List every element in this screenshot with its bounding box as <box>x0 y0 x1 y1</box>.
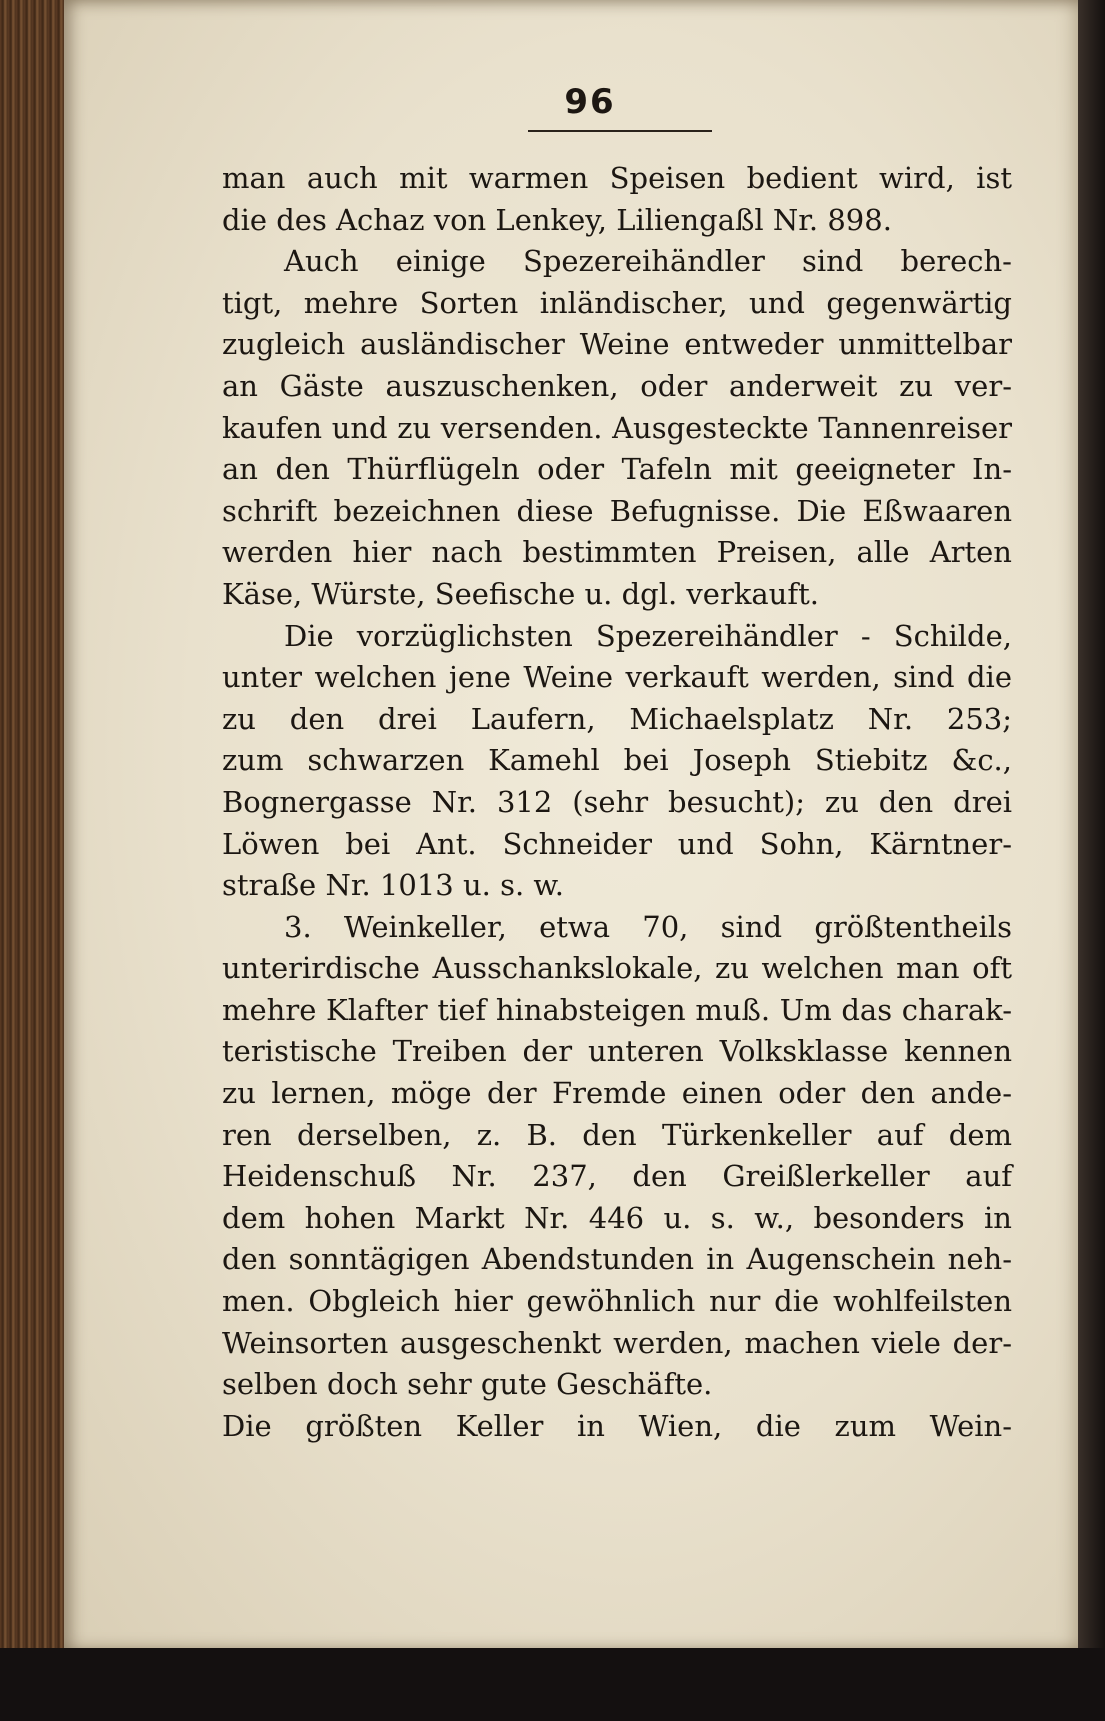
background-strip <box>0 1648 1105 1721</box>
text-line: an den Thürflügeln oder Tafeln mit geeigneter In- <box>222 452 1012 487</box>
text-line: unter welchen jene Weine verkauft werden, sind die <box>222 660 1012 695</box>
text-line: dem hohen Markt Nr. 446 u. s. w., besonders in <box>222 1200 1012 1235</box>
text-line: Bognergasse Nr. 312 (sehr besucht); zu den drei <box>222 784 1012 819</box>
book-spine-edge <box>0 0 72 1721</box>
text-line: ren derselben, z. B. den Türkenkeller auf dem <box>222 1117 1012 1152</box>
text-line: Die vorzüglichsten Spezereihändler - Schilde, <box>284 618 1012 653</box>
text-line: mehre Klafter tief hinabsteigen muß. Um das charak- <box>222 992 1012 1027</box>
text-line: Heidenschuß Nr. 237, den Greißlerkeller auf <box>222 1159 1012 1194</box>
text-line: Die größten Keller in Wien, die zum Wein- <box>222 1408 1012 1443</box>
page-right-shadow <box>1078 0 1105 1660</box>
text-line: 3. Weinkeller, etwa 70, sind größtentheils <box>284 909 1012 944</box>
text-line: Auch einige Spezereihändler sind berech- <box>284 244 1012 279</box>
page-number-rule <box>528 130 712 132</box>
text-line: Käse, Würste, Seefische u. dgl. verkauft. <box>222 576 819 611</box>
text-line: schrift bezeichnen diese Befugnisse. Die Eßwaaren <box>222 493 1012 528</box>
page-body-text <box>222 158 1012 1447</box>
text-line: zu lernen, möge der Fremde einen oder den ande- <box>222 1076 1012 1111</box>
text-line: an Gäste auszuschenken, oder anderweit zu ver- <box>222 368 1012 403</box>
text-line: straße Nr. 1013 u. s. w. <box>222 868 564 903</box>
text-line: teristische Treiben der unteren Volksklasse kennen <box>222 1034 1012 1069</box>
text-line: Weinsorten ausgeschenkt werden, machen viele der- <box>222 1325 1012 1360</box>
text-line: zum schwarzen Kamehl bei Joseph Stiebitz &c., <box>222 743 1012 778</box>
text-line: den sonntägigen Abendstunden in Augenschein neh- <box>222 1242 1012 1277</box>
text-line: die des Achaz von Lenkey, Liliengaßl Nr. 898. <box>222 202 892 237</box>
text-line: Löwen bei Ant. Schneider und Sohn, Kärntner- <box>222 826 1012 861</box>
text-line: kaufen und zu versenden. Ausgesteckte Tannenreiser <box>222 410 1012 445</box>
page-number: 96 <box>564 82 616 122</box>
text-line: unterirdische Ausschankslokale, zu welchen man oft <box>222 951 1012 986</box>
text-line: zugleich ausländischer Weine entweder unmittelbar <box>222 327 1012 362</box>
text-line: tigt, mehre Sorten inländischer, und gegenwärtig <box>222 285 1012 320</box>
text-line: selben doch sehr gute Geschäfte. <box>222 1367 713 1402</box>
text-line: werden hier nach bestimmten Preisen, alle Arten <box>222 535 1012 570</box>
text-line: man auch mit warmen Speisen bedient wird, ist <box>222 161 1012 195</box>
text-line: zu den drei Laufern, Michaelsplatz Nr. 253; <box>222 701 1012 736</box>
text-line: men. Obgleich hier gewöhnlich nur die wohlfeilsten <box>222 1284 1012 1319</box>
